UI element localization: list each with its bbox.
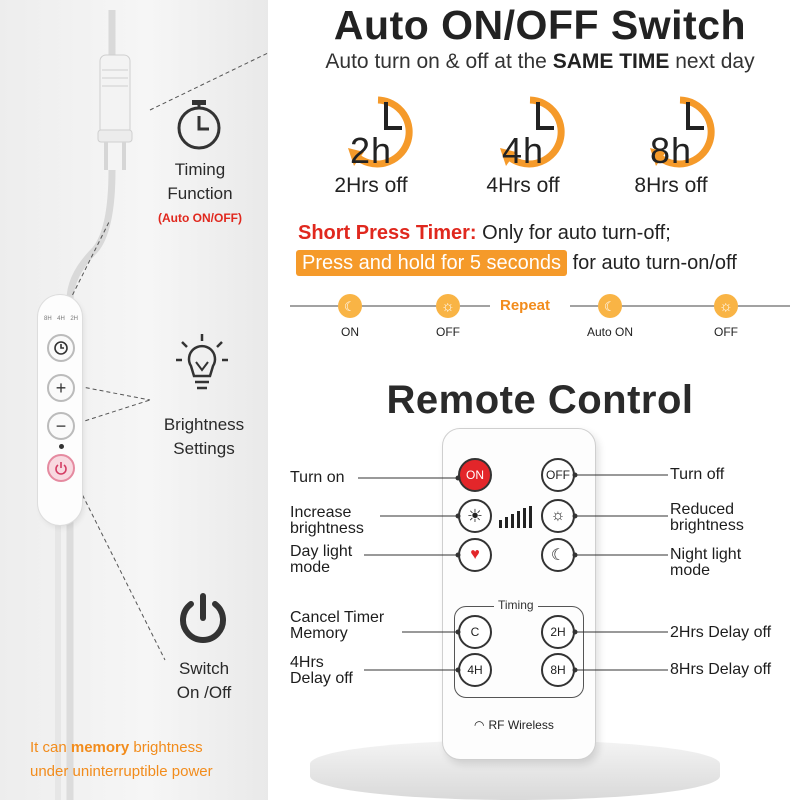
brightness-label-line2: Settings: [173, 439, 235, 458]
controller-power-button[interactable]: [47, 454, 75, 482]
label-reduced-l1: Reduced: [670, 501, 735, 518]
controller-minus-button[interactable]: [47, 412, 75, 440]
rf-label-text: RF Wireless: [488, 718, 554, 732]
switch-onoff-label: [145, 657, 263, 705]
indicator-dot: [59, 444, 64, 449]
timer-8h: [596, 130, 746, 198]
rf-wireless-label: [474, 718, 554, 732]
timing-function-label: [140, 158, 260, 230]
timing-group-label: Timing: [494, 598, 538, 612]
led-label-4h: 4H: [57, 316, 65, 322]
memory-pre: It can: [30, 739, 71, 756]
sun-icon: ☀: [466, 505, 484, 526]
label-nightlight-l1: Night light: [670, 546, 742, 563]
repeat-label: Repeat: [500, 297, 551, 314]
remote-cancel-timer-button[interactable]: C: [458, 615, 492, 649]
lightbulb-icon: [174, 332, 230, 394]
subtitle-post: next day: [669, 50, 755, 73]
label-2hrs-text: 2Hrs Delay off: [670, 624, 772, 641]
short-press-line: [298, 222, 671, 245]
hold-text: for auto turn-on/off: [567, 252, 737, 274]
plug-icon: [92, 50, 142, 180]
label-increase-l1: Increase: [290, 504, 352, 521]
controller-plus-button[interactable]: [47, 374, 75, 402]
remote-2h-button[interactable]: 2H: [541, 615, 575, 649]
label-cancel-l1: Cancel Timer: [290, 609, 385, 626]
sun-small-icon: ☼: [550, 507, 566, 524]
switch-label-line1: Switch: [178, 659, 230, 678]
memory-post: brightness: [129, 739, 203, 756]
power-icon: [54, 461, 68, 475]
plus-icon: +: [55, 377, 67, 398]
label-4hrs-l2: Delay off: [290, 670, 353, 687]
brightness-label-line1: Brightness: [163, 415, 245, 434]
timeline-label-auto-on: Auto ON: [586, 325, 634, 339]
timeline-label-on: ON: [341, 325, 359, 339]
remote-off-button[interactable]: OFF: [541, 458, 575, 492]
timer-4h-big: 4h: [501, 130, 545, 171]
timer-8h-small: 8Hrs off: [634, 174, 708, 197]
inline-controller: [38, 295, 82, 525]
pointer-lines: [280, 440, 800, 700]
timing-auto-label: (Auto ON/OFF): [158, 211, 242, 225]
timeline-label-off-2: OFF: [714, 325, 738, 339]
controller-timer-button[interactable]: [47, 334, 75, 362]
subtitle-pre: Auto turn on & off at the: [325, 50, 553, 73]
sun-icon: ☼: [441, 298, 455, 315]
timer-2h-small: 2Hrs off: [334, 174, 408, 197]
brightness-settings-label: [145, 413, 263, 461]
page-title: Auto ON/OFF Switch: [333, 2, 747, 48]
minus-icon: −: [55, 415, 67, 436]
memory-line2: under uninterruptible power: [30, 763, 213, 780]
controller-timer-leds: [44, 316, 78, 322]
label-4hrs-l1: 4Hrs: [290, 654, 324, 671]
moon-icon: ☾: [604, 299, 616, 314]
timer-2h-big: 2h: [349, 130, 393, 171]
moon-icon: ☾: [550, 547, 566, 564]
subtitle-bold: SAME TIME: [552, 50, 670, 73]
timeline-label-off: OFF: [436, 325, 460, 339]
label-increase-l2: brightness: [290, 520, 364, 537]
remote-4h-button[interactable]: 4H: [458, 653, 492, 687]
label-daylight-l1: Day light: [290, 543, 353, 560]
hold-line: [296, 252, 737, 275]
label-reduced-l2: brightness: [670, 517, 744, 534]
stopwatch-icon: [173, 98, 225, 152]
hold-highlight: Press and hold for 5 seconds: [296, 250, 567, 276]
memory-note: [30, 736, 213, 784]
remote-on-button[interactable]: ON: [458, 458, 492, 492]
timing-label-line2: Function: [167, 184, 233, 203]
timing-label-line1: Timing: [174, 160, 226, 179]
moon-icon: ☾: [344, 299, 356, 314]
power-icon-large: [176, 592, 230, 648]
short-press-label: Short Press Timer:: [298, 222, 477, 244]
label-cancel-l2: Memory: [290, 625, 348, 642]
clock-icon: [53, 340, 69, 356]
timer-2h: [296, 130, 446, 198]
timer-4h-small: 4Hrs off: [486, 174, 560, 197]
heart-icon: ♥: [470, 546, 480, 563]
remote-8h-button[interactable]: 8H: [541, 653, 575, 687]
label-8hrs-text: 8Hrs Delay off: [670, 661, 772, 678]
led-label-8h: 8H: [44, 316, 52, 322]
memory-bold: memory: [70, 739, 130, 756]
label-nightlight-l2: mode: [670, 562, 711, 579]
label-turn-off-text: Turn off: [670, 466, 725, 483]
led-label-2h: 2H: [70, 316, 78, 322]
label-turn-on-text: Turn on: [290, 469, 345, 486]
short-press-text: Only for auto turn-off;: [476, 222, 671, 244]
timer-8h-big: 8h: [649, 130, 693, 171]
switch-label-line2: On /Off: [176, 683, 232, 702]
sun-icon: ☼: [719, 298, 733, 315]
remote-control-title: Remote Control: [386, 378, 694, 422]
page-subtitle: [290, 50, 790, 74]
wifi-icon: ◠: [474, 718, 485, 732]
label-daylight-l2: mode: [290, 559, 331, 576]
timer-4h: [448, 130, 598, 198]
